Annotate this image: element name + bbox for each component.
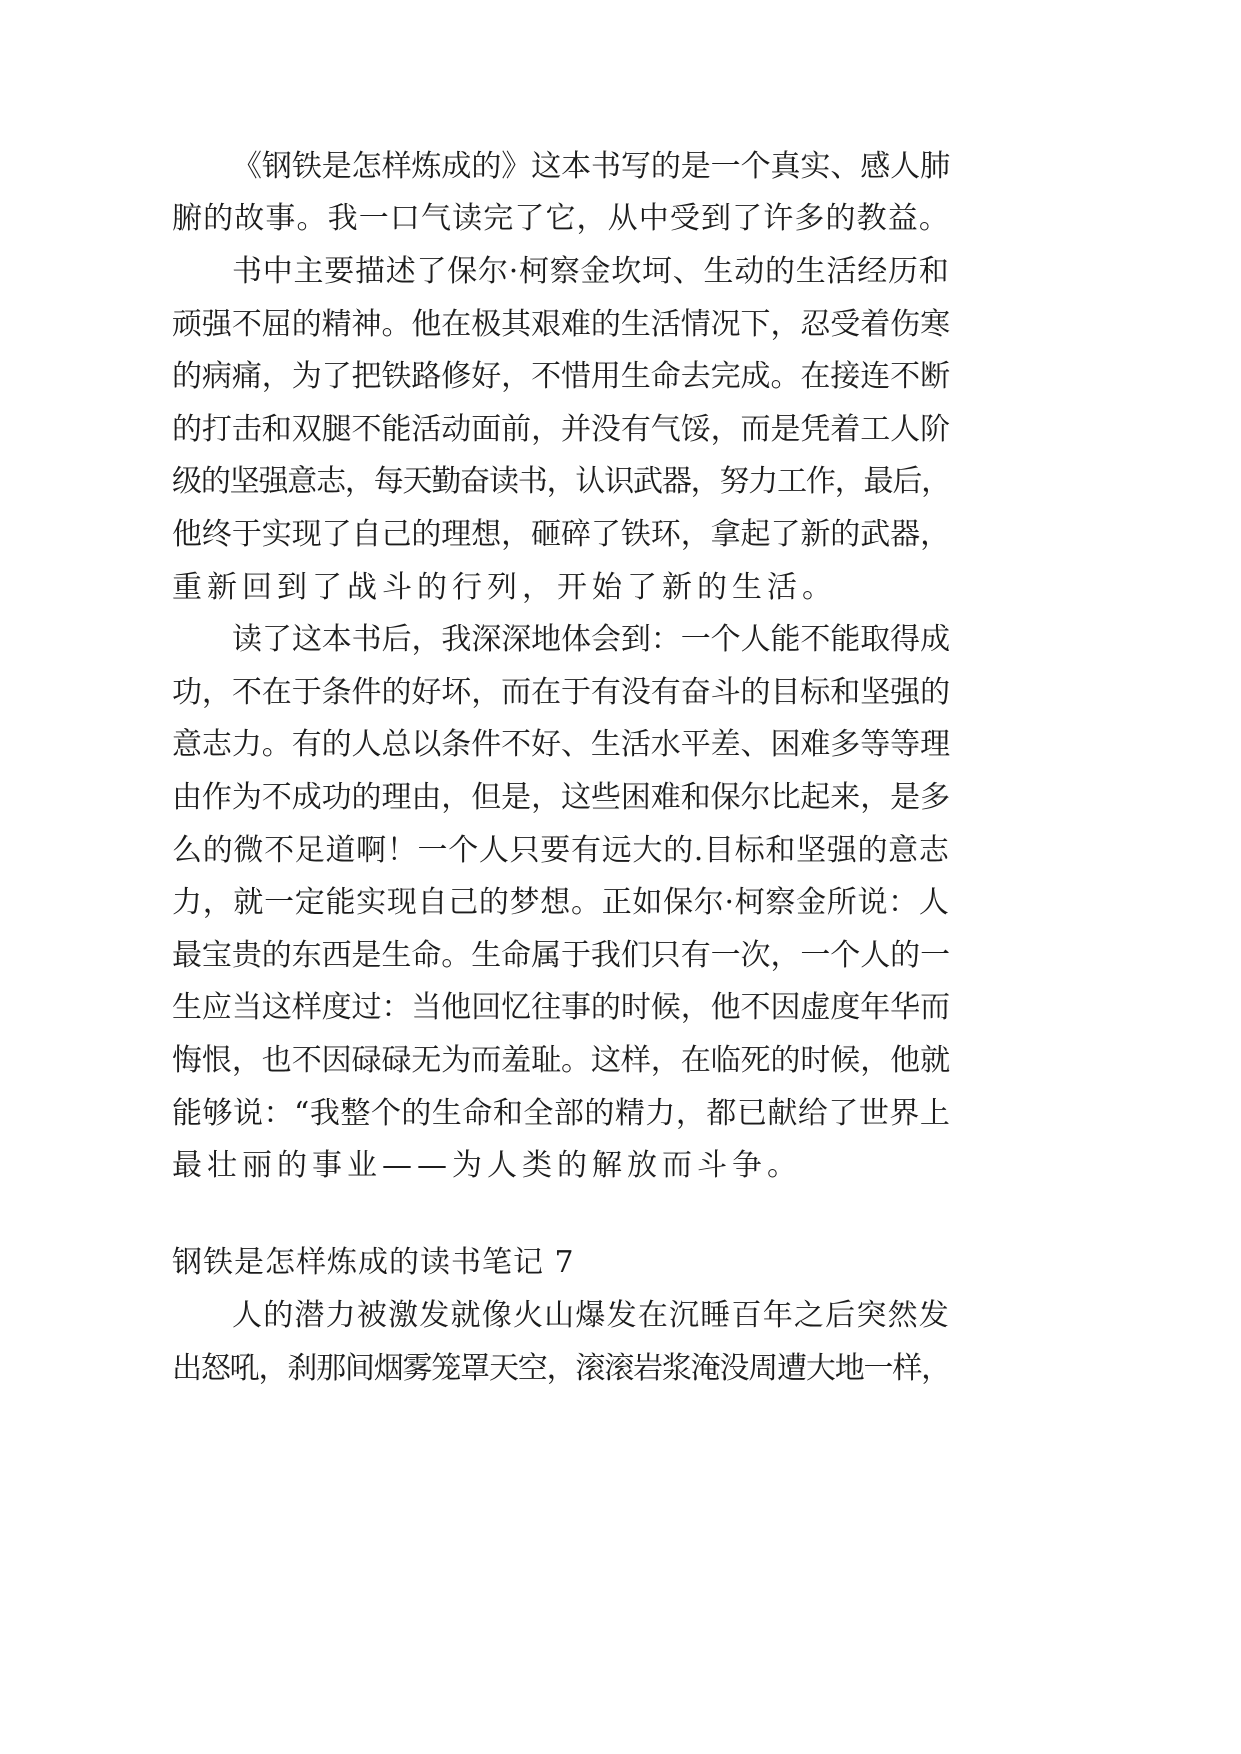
text-line: 悔恨，也不因碌碌无为而羞耻。这样，在临死的时候，他就 [172, 1043, 950, 1078]
text-line: 他终于实现了自己的理想，砸碎了铁环，拿起了新的武器， [172, 517, 950, 552]
section-heading: 钢铁是怎样炼成的读书笔记 7 [172, 1245, 575, 1280]
text-line: 意志力。有的人总以条件不好、生活水平差、困难多等等理 [172, 727, 950, 762]
text-line: 由作为不成功的理由，但是，这些困难和保尔比起来，是多 [172, 780, 950, 815]
text-line: 书中主要描述了保尔·柯察金坎坷、生动的生活经历和 [232, 254, 950, 289]
text-line: 人的潜力被激发就像火山爆发在沉睡百年之后突然发 [232, 1298, 950, 1333]
text-line: 最壮丽的事业——为人类的解放而斗争。 [172, 1148, 802, 1183]
text-line: 《钢铁是怎样炼成的》这本书写的是一个真实、感人肺 [232, 149, 950, 184]
text-line: 能够说：“我整个的生命和全部的精力，都已献给了世界上 [172, 1096, 951, 1131]
text-line: 最宝贵的东西是生命。生命属于我们只有一次，一个人的一 [172, 938, 950, 973]
text-line: 腑的故事。我一口气读完了它，从中受到了许多的教益。 [172, 201, 950, 236]
text-line: 顽强不屈的精神。他在极其艰难的生活情况下，忍受着伤寒 [172, 307, 950, 342]
text-line: 功，不在于条件的好坏，而在于有没有奋斗的目标和坚强的 [172, 675, 950, 710]
text-line: 的病痛，为了把铁路修好，不惜用生命去完成。在接连不断 [172, 359, 950, 394]
text-line: 么的微不足道啊！一个人只要有远大的.目标和坚强的意志 [172, 833, 950, 868]
text-line: 读了这本书后，我深深地体会到：一个人能不能取得成 [232, 622, 950, 657]
text-line: 的打击和双腿不能活动面前，并没有气馁，而是凭着工人阶 [172, 412, 950, 447]
text-line: 出怒吼，刹那间烟雾笼罩天空，滚滚岩浆淹没周遭大地一样， [172, 1351, 950, 1386]
text-line: 生应当这样度过：当他回忆往事的时候，他不因虚度年华而 [172, 990, 950, 1025]
text-line: 力，就一定能实现自己的梦想。正如保尔·柯察金所说：人 [172, 885, 950, 920]
text-line: 重新回到了战斗的行列，开始了新的生活。 [172, 570, 837, 605]
text-line: 级的坚强意志，每天勤奋读书，认识武器，努力工作，最后， [172, 464, 950, 499]
